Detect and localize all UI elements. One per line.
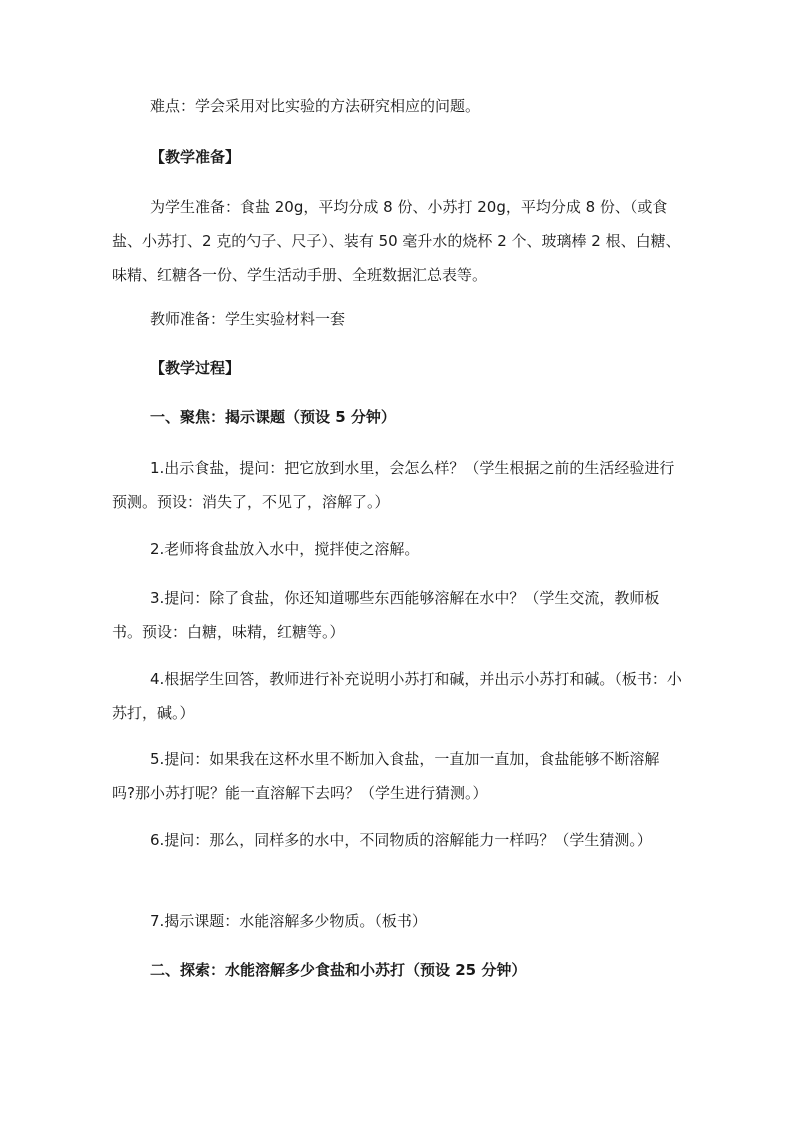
teacher-prep-paragraph: 教师准备：学生实验材料一套: [150, 310, 346, 328]
step-7-paragraph: 7.揭示课题：水能溶解多少物质。（板书）: [150, 912, 427, 930]
step-2-paragraph: 2.老师将食盐放入水中，搅拌使之溶解。: [150, 540, 420, 558]
teaching-process-heading: 【教学过程】: [150, 359, 241, 377]
section-2-heading: 二、探索：水能溶解多少食盐和小苏打（预设 25 分钟）: [150, 961, 527, 979]
step-6-paragraph: 6.提问：那么，同样多的水中，不同物质的溶解能力一样吗？（学生猜测。）: [150, 831, 652, 849]
section-1-heading: 一、聚焦：揭示课题（预设 5 分钟）: [150, 408, 396, 426]
difficulty-paragraph: 难点：学会采用对比实验的方法研究相应的问题。: [150, 97, 481, 115]
step-4-paragraph: 4.根据学生回答，教师进行补充说明小苏打和碱，并出示小苏打和碱。（板书：小苏打，碱。）: [112, 670, 682, 722]
student-prep-paragraph: 为学生准备：食盐 20g，平均分成 8 份、小苏打 20g，平均分成 8 份、（或食盐、小苏打、2 克的勺子、尺子）、装有 50 毫升水的烧杯 2 个、玻璃棒 2 根、白糖、味精、红糖各一份、学生活动手册、全班数据汇总表等。: [112, 198, 681, 284]
teaching-prep-heading: 【教学准备】: [150, 148, 241, 166]
step-3-paragraph: 3.提问：除了食盐，你还知道哪些东西能够溶解在水中？（学生交流，教师板书。预设：白糖，味精，红糖等。）: [112, 589, 660, 641]
step-1-paragraph: 1.出示食盐，提问：把它放到水里，会怎么样？（学生根据之前的生活经验进行预测。预设：消失了，不见了，溶解了。）: [112, 459, 675, 511]
step-5-paragraph: 5.提问：如果我在这杯水里不断加入食盐，一直加一直加，食盐能够不断溶解吗?那小苏打呢？能一直溶解下去吗？（学生进行猜测。）: [112, 750, 660, 802]
